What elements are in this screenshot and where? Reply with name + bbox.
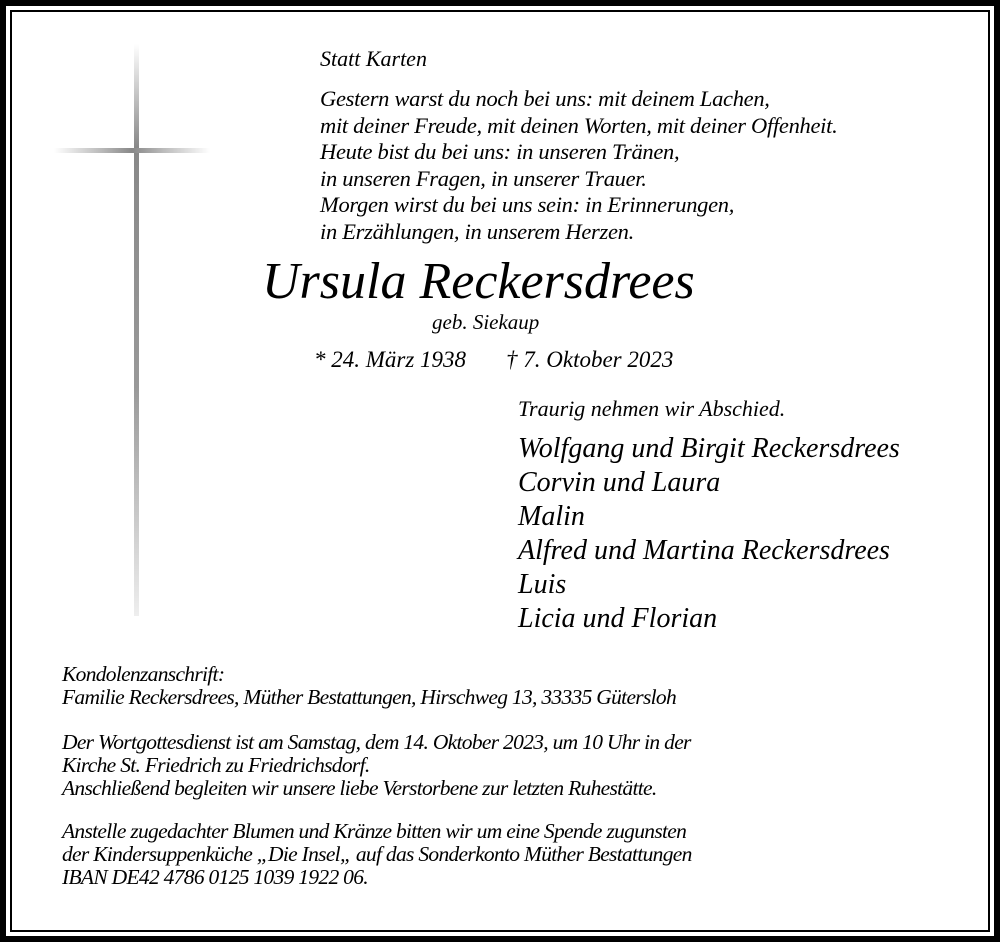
poem-line: Morgen wirst du bei uns sein: in Erinnerungen,: [320, 192, 735, 217]
service-line: Anschließend begleiten wir unsere liebe Verstorbene zur letzten Ruhestätte.: [62, 776, 657, 800]
cross-vertical-beam: [134, 44, 139, 616]
farewell-text: Traurig nehmen wir Abschied.: [518, 396, 786, 421]
poem-line: mit deiner Freude, mit deinen Worten, mit deiner Offenheit.: [320, 112, 838, 138]
donation-info: [62, 820, 692, 889]
family-member: Wolfgang und Birgit Reckersdrees: [518, 433, 900, 464]
intro-text: Statt Karten: [320, 46, 427, 71]
poem-line: in unseren Fragen, in unserer Trauer.: [320, 165, 647, 191]
poem-line: Gestern warst du noch bei uns: mit deinem Lachen,: [320, 86, 770, 111]
donation-line: IBAN DE42 4786 0125 1039 1922 06.: [62, 865, 368, 889]
condolence-line: Familie Reckersdrees, Müther Bestattungen, Hirschweg 13, 33335 Gütersloh: [62, 685, 676, 709]
cross-horizontal-beam: [54, 148, 210, 153]
family-member: Luis: [518, 569, 567, 600]
donation-line: der Kindersuppenküche „Die Insel„ auf das Sonderkonto Müther Bestattungen: [62, 842, 692, 866]
service-info: [62, 731, 691, 800]
condolence-label: Kondolenzanschrift:: [62, 662, 225, 686]
donation-line: Anstelle zugedachter Blumen und Kränze bitten wir um eine Spende zugunsten: [62, 819, 687, 843]
poem-line: Heute bist du bei uns: in unseren Tränen,: [320, 139, 680, 164]
poem-line: in Erzählungen, in unserem Herzen.: [320, 218, 634, 244]
service-line: Kirche St. Friedrich zu Friedrichsdorf.: [62, 753, 370, 777]
death-date: † 7. Oktober 2023: [506, 347, 674, 372]
poem: [320, 86, 837, 245]
family-member: Malin: [518, 501, 585, 532]
family-member: Corvin und Laura: [518, 467, 721, 498]
service-line: Der Wortgottesdienst ist am Samstag, dem 14. Oktober 2023, um 10 Uhr in der: [62, 730, 691, 754]
family-member: Licia und Florian: [518, 603, 718, 634]
family-list: [518, 432, 900, 636]
condolence-address: [62, 663, 676, 709]
birth-date: * 24. März 1938: [314, 347, 467, 372]
deceased-name: Ursula Reckersdrees: [262, 253, 695, 310]
family-member: Alfred und Martina Reckersdrees: [518, 535, 890, 566]
maiden-name: geb. Siekaup: [432, 310, 540, 334]
